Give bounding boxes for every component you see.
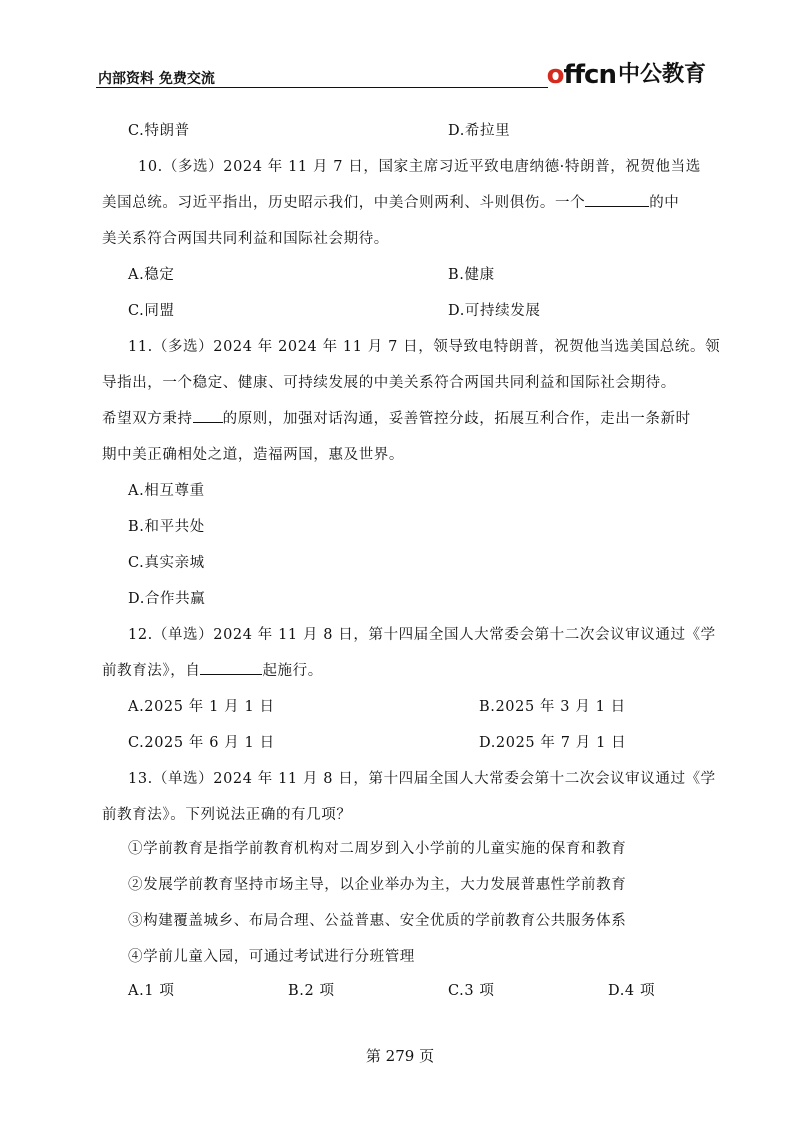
- q11-line-4: 期中美正确相处之道，造福两国，惠及世界。: [102, 447, 404, 463]
- q13-line-1: 13.（单选）2024 年 11 月 8 日，第十四届全国人大常委会第十二次会议审议通过《学: [128, 771, 716, 787]
- q12-line-1: 12.（单选）2024 年 11 月 8 日，第十四届全国人大常委会第十二次会议审议通过《学: [128, 627, 716, 643]
- q12-line-2-text: 前教育法》，自: [102, 663, 201, 679]
- offcn-logo: [547, 60, 706, 90]
- q13-item-4: ④学前儿童入园，可通过考试进行分班管理: [128, 949, 415, 965]
- q11-line-1: 11.（多选）2024 年 2024 年 11 月 7 日，领导致电特朗普，祝贺他当选美国总统。领: [128, 339, 721, 355]
- page-header: [96, 60, 706, 92]
- header-divider: [96, 87, 548, 88]
- q9-option-c: C.特朗普: [128, 123, 190, 139]
- q9-option-d: D.希拉里: [448, 123, 511, 139]
- q12-option-b: B.2025 年 3 月 1 日: [479, 699, 626, 715]
- page-number: 第 279 页: [365, 1047, 435, 1065]
- q13-line-2: 前教育法》。下列说法正确的有几项？: [102, 807, 352, 823]
- q13-item-3: ③构建覆盖城乡、布局合理、公益普惠、安全优质的学前教育公共服务体系: [128, 913, 627, 929]
- q10-option-b: B.健康: [448, 267, 495, 283]
- q10-line-2-text: 美国总统。习近平指出，历史昭示我们，中美合则两利、斗则俱伤。一个: [102, 195, 586, 211]
- logo-chinese-text: 中公教育: [617, 62, 706, 87]
- logo-wordmark-accent: o: [546, 60, 564, 90]
- q12-line-2: [102, 659, 323, 680]
- q11-option-d: D.合作共赢: [128, 591, 206, 607]
- q10-line-2: [102, 191, 679, 212]
- q11-option-c: C.真实亲城: [128, 555, 205, 571]
- q10-line-3: 美关系符合两国共同利益和国际社会期待。: [102, 231, 389, 247]
- q10-line-1: 10.（多选）2024 年 11 月 7 日，国家主席习近平致电唐纳德·特朗普，祝贺他当选: [138, 159, 701, 175]
- q11-line-3-text: 希望双方秉持: [102, 411, 193, 427]
- q13-option-d: D.4 项: [608, 983, 656, 999]
- q13-option-b: B.2 项: [288, 983, 335, 999]
- q11-option-a: A.相互尊重: [128, 483, 205, 499]
- q12-line-2-tail: 起施行。: [262, 663, 323, 679]
- logo-wordmark-rest: ffcn: [563, 60, 616, 90]
- logo-wordmark: [547, 60, 616, 90]
- q10-line-2-tail: 的中: [649, 195, 680, 211]
- q12-option-c: C.2025 年 6 月 1 日: [128, 735, 275, 751]
- q10-option-a: A.稳定: [128, 267, 175, 283]
- q13-item-2: ②发展学前教育坚持市场主导，以企业举办为主，大力发展普惠性学前教育: [128, 877, 627, 893]
- q12-blank: [200, 662, 262, 675]
- q10-blank: [585, 194, 649, 207]
- q13-option-a: A.1 项: [128, 983, 175, 999]
- q10-option-c: C.同盟: [128, 303, 175, 319]
- q13-option-c: C.3 项: [448, 983, 495, 999]
- q11-line-3: [102, 407, 691, 428]
- header-left-text: 内部资料 免费交流: [98, 71, 215, 87]
- q11-line-2: 导指出，一个稳定、健康、可持续发展的中美关系符合两国共同利益和国际社会期待。: [102, 375, 676, 391]
- q12-option-d: D.2025 年 7 月 1 日: [479, 735, 627, 751]
- q13-item-1: ①学前教育是指学前教育机构对二周岁到入小学前的儿童实施的保育和教育: [128, 841, 627, 857]
- q12-option-a: A.2025 年 1 月 1 日: [128, 699, 275, 715]
- q11-option-b: B.和平共处: [128, 519, 205, 535]
- q11-blank: [193, 410, 223, 423]
- q10-option-d: D.可持续发展: [448, 303, 541, 319]
- q11-line-3-tail: 的原则，加强对话沟通，妥善管控分歧，拓展互利合作，走出一条新时: [222, 411, 691, 427]
